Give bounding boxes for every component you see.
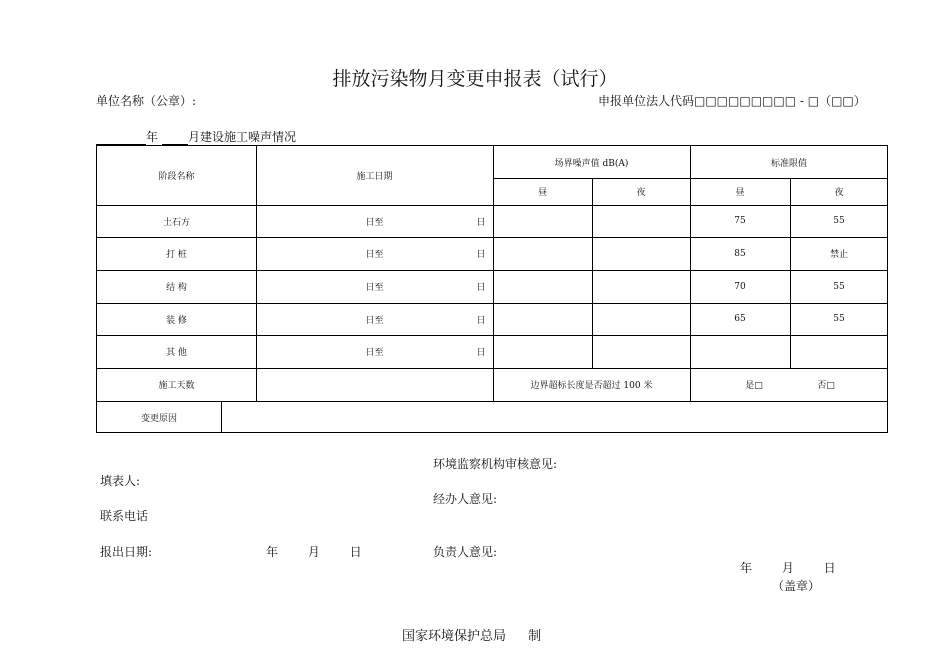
- noise-night-input[interactable]: [592, 237, 690, 270]
- noise-day-input[interactable]: [493, 303, 592, 335]
- maker-label: 国家环境保护总局 制: [402, 629, 542, 644]
- stage-name: 土石方: [162, 217, 190, 228]
- noise-day-input[interactable]: [493, 270, 592, 303]
- unit-name-label: 单位名称（公章）:: [96, 94, 197, 108]
- handler-label: 经办人意见:: [433, 492, 498, 506]
- limit-day: 75: [734, 216, 746, 226]
- stage-name: 其 他: [166, 348, 187, 358]
- month-heading-text: 月建设施工噪声情况: [188, 130, 297, 144]
- date-end: 日: [476, 217, 486, 228]
- days-label: 施工天数: [158, 381, 195, 391]
- reason-input[interactable]: [221, 401, 888, 433]
- limit-day: 85: [734, 248, 746, 259]
- year-label: 年: [146, 130, 159, 144]
- limit-night: 55: [833, 314, 845, 324]
- month-blank[interactable]: [162, 133, 188, 145]
- limit-day: [690, 335, 790, 368]
- report-date-ymd: 年 月 日: [266, 545, 362, 559]
- days-input[interactable]: [256, 368, 493, 401]
- head-noise-night: 夜: [636, 188, 646, 198]
- limit-night: [790, 335, 888, 368]
- date-end: 日: [476, 283, 486, 293]
- phone-label: 联系电话: [100, 509, 149, 523]
- date-mid: 日至: [365, 348, 384, 358]
- limit-day: 65: [734, 314, 746, 324]
- sign-date-ymd: 年 月 日: [740, 561, 836, 575]
- head-noise-day: 昼: [537, 188, 547, 198]
- noise-day-input[interactable]: [493, 237, 592, 270]
- date-end: 日: [476, 348, 486, 358]
- filler-label: 填表人:: [100, 474, 141, 488]
- noise-table: [96, 145, 888, 433]
- date-mid: 日至: [365, 315, 384, 326]
- head-limit: 标准限值: [770, 158, 807, 169]
- date-end: 日: [476, 315, 486, 326]
- limit-night: 55: [833, 216, 845, 226]
- date-mid: 日至: [365, 217, 384, 228]
- report-date-label: 报出日期:: [100, 545, 153, 559]
- limit-day: 70: [734, 281, 746, 292]
- head-noise: 场界噪声值 dB(A): [554, 158, 629, 169]
- stage-name: 结 构: [166, 283, 187, 293]
- noise-night-input[interactable]: [592, 303, 690, 335]
- head-date: 施工日期: [356, 172, 393, 182]
- env-review-label: 环境监察机构审核意见:: [433, 457, 558, 471]
- boundary-label: 边界超标长度是否超过 100 米: [530, 381, 653, 391]
- responsible-label: 负责人意见:: [433, 545, 498, 559]
- date-end: 日: [476, 250, 486, 260]
- legal-code-label: 申报单位法人代码□□□□□□□□□ - □（□□）: [598, 94, 866, 108]
- head-limit-night: 夜: [834, 188, 844, 198]
- form-title: 排放污染物月变更申报表（试行）: [332, 68, 618, 90]
- stage-name: 打 桩: [166, 250, 187, 260]
- no-checkbox[interactable]: 否□: [817, 381, 835, 391]
- head-limit-day: 昼: [735, 188, 745, 198]
- noise-day-input[interactable]: [493, 205, 592, 237]
- noise-day-input[interactable]: [493, 335, 592, 368]
- date-mid: 日至: [365, 250, 384, 260]
- seal-label: （盖章）: [772, 579, 821, 593]
- limit-night: 禁止: [829, 250, 848, 260]
- date-mid: 日至: [365, 283, 384, 293]
- month-heading: [96, 128, 296, 145]
- head-stage: 阶段名称: [158, 172, 195, 182]
- noise-night-input[interactable]: [592, 270, 690, 303]
- yes-checkbox[interactable]: 是□: [745, 381, 763, 391]
- year-blank[interactable]: [96, 133, 146, 145]
- reason-label: 变更原因: [140, 413, 177, 424]
- noise-night-input[interactable]: [592, 205, 690, 237]
- noise-night-input[interactable]: [592, 335, 690, 368]
- stage-name: 装 修: [166, 315, 187, 326]
- limit-night: 55: [833, 281, 845, 292]
